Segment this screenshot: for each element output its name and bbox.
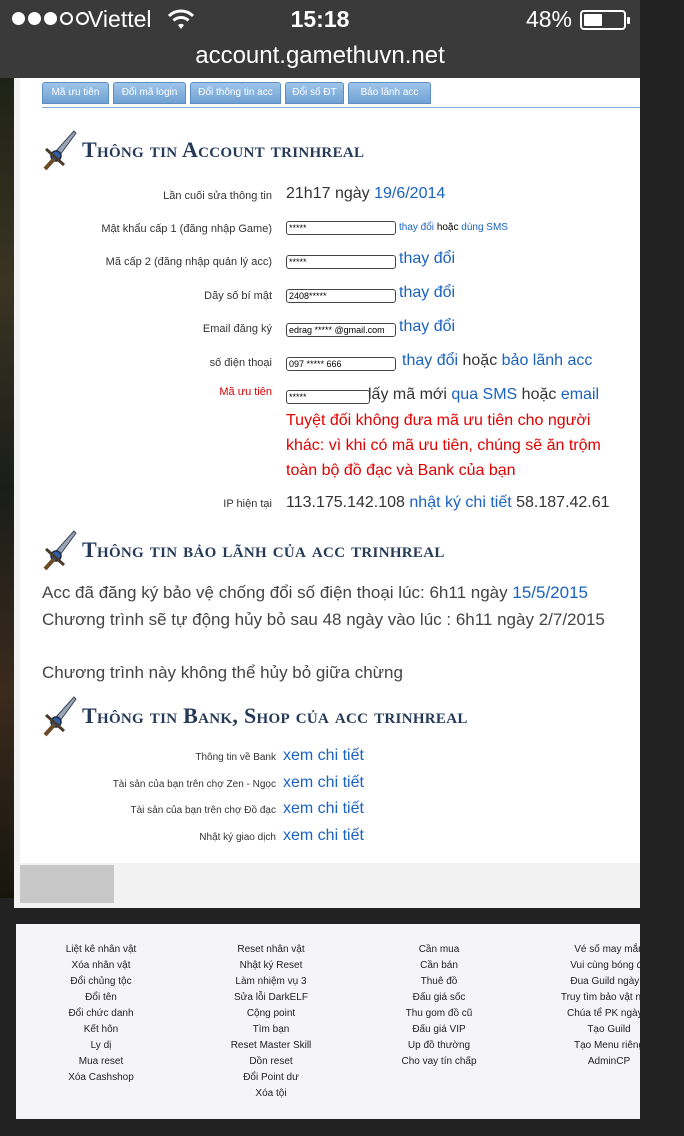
zen-market-view-link[interactable]: xem chi tiết bbox=[283, 774, 364, 791]
account-section-title bbox=[42, 128, 364, 172]
guarantee-line1-text: Acc đã đăng ký bảo vệ chống đổi số điện thoại lúc: 6h11 ngày bbox=[42, 583, 508, 602]
item-market-view-link[interactable]: xem chi tiết bbox=[283, 800, 364, 817]
footer-menu-link[interactable]: Xóa tội bbox=[255, 1088, 287, 1099]
priority-label: Mã ưu tiên bbox=[219, 386, 272, 398]
footer-menu-link[interactable]: Thu gom đồ cũ bbox=[405, 1008, 473, 1019]
pass2-label: Mã cấp 2 (đăng nhập quản lý acc) bbox=[105, 256, 272, 268]
ip-log-link[interactable]: nhật ký chi tiết bbox=[409, 494, 512, 511]
ip-label: IP hiện tại bbox=[223, 498, 272, 510]
bank-row-label: Thông tin về Bank bbox=[195, 752, 276, 763]
section-title-text: Thông tin bảo lãnh của acc trinhreal bbox=[82, 537, 445, 562]
sword-icon bbox=[42, 129, 78, 171]
pass2-field[interactable]: ***** bbox=[286, 255, 396, 269]
address-bar[interactable]: account.gamethuvn.net bbox=[195, 42, 445, 69]
footer-menu-link[interactable]: Vui cùng bóng đá bbox=[570, 960, 648, 971]
guarantee-line2: Chương trình sẽ tự động hủy bỏ sau 48 ngày vào lúc : 6h11 ngày 2/7/2015 bbox=[42, 610, 605, 629]
footer-menu-link[interactable]: Tìm bạn bbox=[252, 1024, 290, 1035]
priority-email-link[interactable]: email bbox=[560, 386, 600, 403]
footer-menu-link[interactable]: Cần bán bbox=[420, 960, 458, 971]
footer-menu-link[interactable]: Dồn reset bbox=[249, 1056, 293, 1067]
footer-menu-link[interactable]: Reset nhân vật bbox=[237, 944, 305, 955]
guarantee-line1 bbox=[42, 580, 632, 606]
footer-menu-link[interactable]: Đổi chức danh bbox=[68, 1008, 134, 1019]
footer-menu-link[interactable]: Sửa lỗi DarkELF bbox=[234, 992, 308, 1003]
footer-menu-link[interactable]: Đổi tên bbox=[85, 992, 117, 1003]
bank-view-link[interactable]: xem chi tiết bbox=[283, 747, 364, 764]
footer-column-reset bbox=[196, 942, 346, 1102]
ip-current: 113.175.142.108 bbox=[286, 494, 405, 511]
guarantee-section-title bbox=[42, 528, 445, 572]
footer-menu-link[interactable]: Thuê đồ bbox=[420, 976, 458, 987]
priority-warning: Tuyệt đối không đưa mã ưu tiên cho người khác: vì khi có mã ưu tiên, chúng sẽ ăn trộm toàn bộ đồ đạc và Bank của bạn bbox=[286, 412, 601, 479]
phone-guarantee-link[interactable]: bảo lãnh acc bbox=[501, 352, 593, 369]
transaction-log-link[interactable]: xem chi tiết bbox=[283, 827, 364, 844]
footer-menu-link[interactable]: Chúa tể PK ngày 1 bbox=[567, 1008, 651, 1019]
footer-menu-link[interactable]: Mua reset bbox=[78, 1056, 124, 1067]
phone-or: hoặc bbox=[462, 352, 498, 369]
secret-field[interactable]: 2408***** bbox=[286, 289, 396, 303]
secret-label: Dãy số bí mật bbox=[204, 290, 272, 302]
footer-menu-link[interactable]: Đổi chủng tộc bbox=[70, 976, 132, 987]
footer-menu-link[interactable]: Vé số may mắn bbox=[574, 944, 644, 955]
ip-row bbox=[286, 494, 610, 512]
phone-label: số điện thoại bbox=[209, 357, 272, 369]
priority-get-text: lấy mã mới bbox=[368, 386, 447, 403]
footer-menu-link[interactable]: Liệt kê nhân vật bbox=[65, 944, 137, 955]
section-title-text: Thông tin Bank, Shop của acc trinhreal bbox=[82, 703, 468, 728]
footer-menu-link[interactable]: Đua Guild ngày 5 bbox=[570, 976, 648, 987]
footer-menu-link[interactable]: Đổi Point dư bbox=[243, 1072, 299, 1083]
priority-field[interactable]: ***** bbox=[286, 390, 370, 404]
footer-menu bbox=[16, 924, 658, 1119]
footer-column-character bbox=[26, 942, 176, 1086]
sword-icon bbox=[42, 529, 78, 571]
phone-change-link[interactable]: thay đổi bbox=[402, 352, 459, 369]
pass1-change-link[interactable]: thay đổi bbox=[399, 222, 435, 233]
priority-or: hoặc bbox=[521, 386, 557, 403]
guarantee-line3: Chương trình này không thể hủy bỏ giữa chừng bbox=[42, 663, 403, 682]
footer-menu-link[interactable]: AdminCP bbox=[587, 1056, 631, 1067]
footer-menu-link[interactable]: Cần mua bbox=[418, 944, 460, 955]
pass2-change-link[interactable]: thay đổi bbox=[399, 250, 456, 267]
last-edit-date[interactable]: 19/6/2014 bbox=[374, 185, 446, 202]
bank-row-label: Nhật ký giao dịch bbox=[199, 832, 276, 843]
footer-menu-link[interactable]: Xóa nhân vật bbox=[71, 960, 131, 971]
tab-bar bbox=[42, 82, 640, 108]
footer-menu-link[interactable]: Tạo Menu riêng bbox=[573, 1040, 645, 1051]
bank-section-title bbox=[42, 694, 468, 738]
pass1-field[interactable]: ***** bbox=[286, 221, 396, 235]
main-panel bbox=[14, 78, 640, 908]
footer-menu-link[interactable]: Ly dị bbox=[90, 1040, 112, 1051]
email-change-link[interactable]: thay đổi bbox=[399, 318, 456, 335]
horizontal-scrollbar[interactable] bbox=[20, 865, 114, 903]
guarantee-date-link[interactable]: 15/5/2015 bbox=[512, 583, 588, 602]
email-label: Email đăng ký bbox=[202, 323, 272, 335]
footer-menu-link[interactable]: Làm nhiệm vụ 3 bbox=[235, 976, 307, 987]
email-field[interactable]: edrag ***** @gmail.com bbox=[286, 323, 396, 337]
footer-menu-link[interactable]: Tạo Guild bbox=[587, 1024, 631, 1035]
tab-priority-code[interactable]: Mã ưu tiên bbox=[42, 82, 109, 104]
pass1-actions bbox=[399, 222, 508, 233]
carrier-name: Viettel bbox=[88, 6, 152, 32]
pass1-or: hoặc bbox=[436, 222, 459, 233]
footer-column-events bbox=[534, 942, 684, 1070]
phone-field[interactable]: 097 ***** 666 bbox=[286, 357, 396, 371]
footer-menu-link[interactable]: Up đồ thường bbox=[407, 1040, 471, 1051]
footer-menu-link[interactable]: Cho vay tín chấp bbox=[401, 1056, 477, 1067]
footer-menu-link[interactable]: Kết hôn bbox=[83, 1024, 119, 1035]
priority-sms-link[interactable]: qua SMS bbox=[451, 386, 518, 403]
footer-menu-link[interactable]: Truy tìm bảo vật ngày bbox=[560, 992, 658, 1003]
footer-menu-link[interactable]: Reset Master Skill bbox=[230, 1040, 312, 1051]
bank-row-label: Tài sản của bạn trên chợ Zen - Ngọc bbox=[112, 779, 276, 790]
battery-icon bbox=[580, 10, 626, 30]
last-edit-label: Lần cuối sửa thông tin bbox=[163, 190, 272, 202]
footer-menu-link[interactable]: Đấu giá sốc bbox=[412, 992, 466, 1003]
secret-change-link[interactable]: thay đổi bbox=[399, 284, 456, 301]
clock: 15:18 bbox=[290, 6, 350, 32]
ip-other: 58.187.42.61 bbox=[516, 494, 610, 511]
pass1-sms-link[interactable]: dùng SMS bbox=[461, 222, 508, 233]
tab-change-info[interactable]: Đổi thông tin acc bbox=[190, 82, 281, 104]
section-title-text: Thông tin Account trinhreal bbox=[82, 137, 365, 162]
tab-change-login[interactable]: Đổi mã login bbox=[113, 82, 186, 104]
sword-icon bbox=[42, 695, 78, 737]
pass1-label: Mật khẩu cấp 1 (đăng nhập Game) bbox=[101, 223, 272, 235]
content-area bbox=[20, 78, 640, 863]
status-bar bbox=[0, 0, 640, 40]
last-edit-value bbox=[286, 185, 445, 203]
footer-menu-link[interactable]: Đấu giá VIP bbox=[412, 1024, 466, 1035]
footer-column-market bbox=[364, 942, 514, 1070]
priority-actions bbox=[368, 386, 599, 404]
bank-row-label: Tài sản của bạn trên chợ Đồ đạc bbox=[130, 805, 276, 816]
last-edit-time: 21h17 ngày bbox=[286, 185, 370, 202]
browser-chrome bbox=[0, 0, 640, 78]
battery-percent: 48% bbox=[525, 6, 572, 32]
footer-menu-link[interactable]: Xóa Cashshop bbox=[68, 1072, 134, 1083]
footer-menu-link[interactable]: Cộng point bbox=[246, 1008, 296, 1019]
tab-change-phone[interactable]: Đổi số ĐT bbox=[285, 82, 344, 104]
tab-guarantee[interactable]: Bảo lãnh acc bbox=[348, 82, 431, 104]
phone-actions bbox=[402, 352, 592, 370]
footer-menu-link[interactable]: Nhật ký Reset bbox=[239, 960, 303, 971]
